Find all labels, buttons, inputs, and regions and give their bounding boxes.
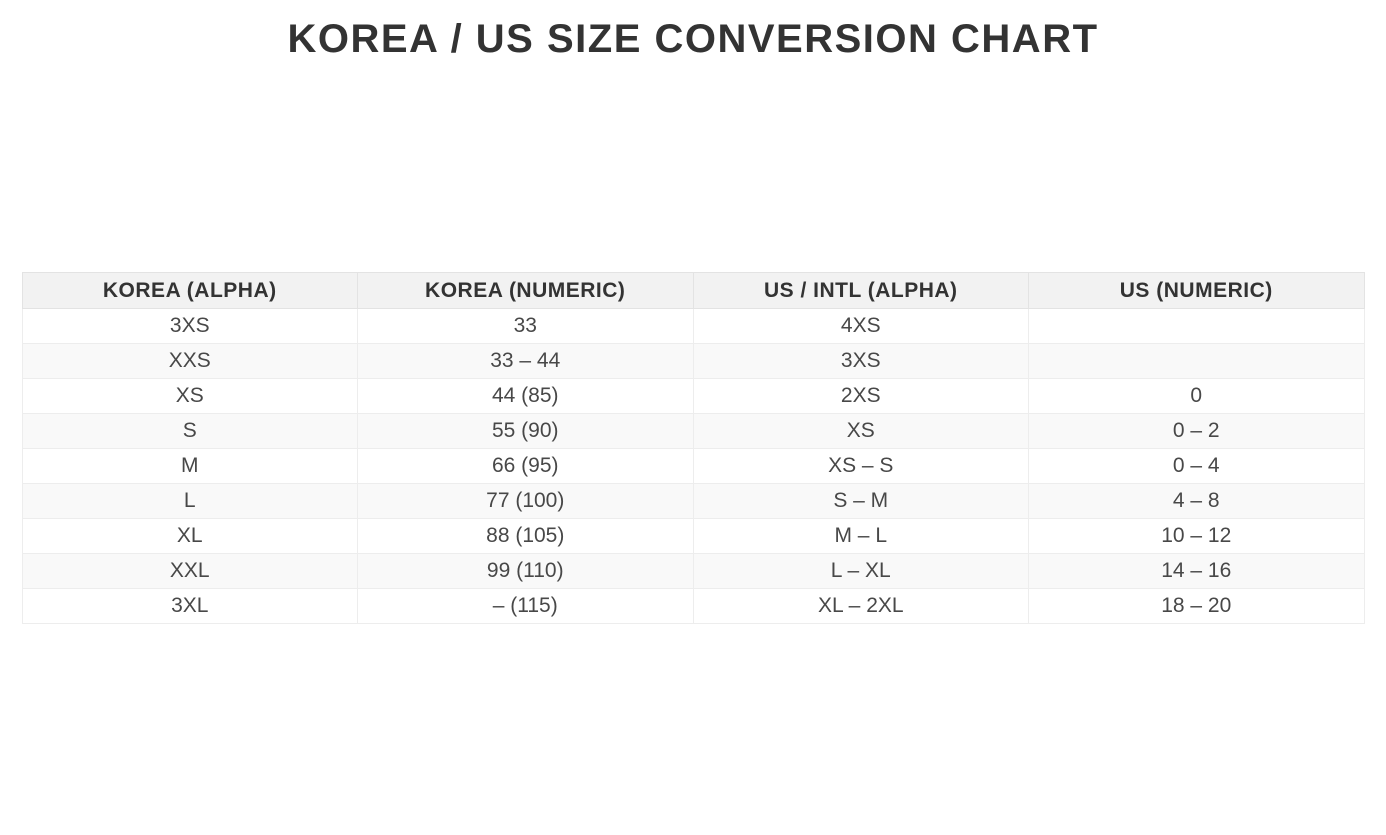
- table-cell: 2XS: [693, 379, 1029, 414]
- table-row: [22, 554, 1364, 589]
- table-cell: XS: [693, 414, 1029, 449]
- column-header-us-intl-alpha: US / INTL (ALPHA): [693, 273, 1029, 309]
- table-row: [22, 449, 1364, 484]
- table-cell: XXL: [22, 554, 358, 589]
- table-cell: 88 (105): [358, 519, 694, 554]
- table-row: [22, 519, 1364, 554]
- column-header-korea-numeric: KOREA (NUMERIC): [358, 273, 694, 309]
- table-body: [22, 309, 1364, 624]
- page-title: KOREA / US SIZE CONVERSION CHART: [287, 17, 1099, 61]
- table-row: [22, 484, 1364, 519]
- table-cell: 55 (90): [358, 414, 694, 449]
- table-cell: 10 – 12: [1029, 519, 1365, 554]
- table-cell: 33: [358, 309, 694, 344]
- column-header-korea-alpha: KOREA (ALPHA): [22, 273, 358, 309]
- table-cell: S – M: [693, 484, 1029, 519]
- table-cell: 99 (110): [358, 554, 694, 589]
- table-cell: 0 – 4: [1029, 449, 1365, 484]
- table-row: [22, 309, 1364, 344]
- table-cell: M – L: [693, 519, 1029, 554]
- table-cell: XL: [22, 519, 358, 554]
- table-cell: XL – 2XL: [693, 589, 1029, 624]
- table-cell: M: [22, 449, 358, 484]
- table-cell: 4 – 8: [1029, 484, 1365, 519]
- table-cell: 77 (100): [358, 484, 694, 519]
- table-cell: 14 – 16: [1029, 554, 1365, 589]
- table-cell: [1029, 309, 1365, 344]
- table-cell: [1029, 344, 1365, 379]
- table-row: [22, 589, 1364, 624]
- size-conversion-table-container: [22, 272, 1365, 624]
- table-cell: 3XS: [22, 309, 358, 344]
- table-cell: S: [22, 414, 358, 449]
- table-cell: 4XS: [693, 309, 1029, 344]
- table-cell: XS: [22, 379, 358, 414]
- table-row: [22, 414, 1364, 449]
- table-row: [22, 344, 1364, 379]
- table-cell: 0: [1029, 379, 1365, 414]
- table-row: [22, 379, 1364, 414]
- table-cell: L – XL: [693, 554, 1029, 589]
- table-cell: 44 (85): [358, 379, 694, 414]
- table-cell: 0 – 2: [1029, 414, 1365, 449]
- table-header: [22, 273, 1364, 309]
- header-row: [22, 273, 1364, 309]
- table-cell: 3XL: [22, 589, 358, 624]
- table-cell: 66 (95): [358, 449, 694, 484]
- table-cell: XS – S: [693, 449, 1029, 484]
- size-conversion-table: [22, 272, 1365, 624]
- table-cell: 3XS: [693, 344, 1029, 379]
- table-cell: – (115): [358, 589, 694, 624]
- table-cell: XXS: [22, 344, 358, 379]
- table-cell: 18 – 20: [1029, 589, 1365, 624]
- column-header-us-numeric: US (NUMERIC): [1029, 273, 1365, 309]
- table-cell: L: [22, 484, 358, 519]
- table-cell: 33 – 44: [358, 344, 694, 379]
